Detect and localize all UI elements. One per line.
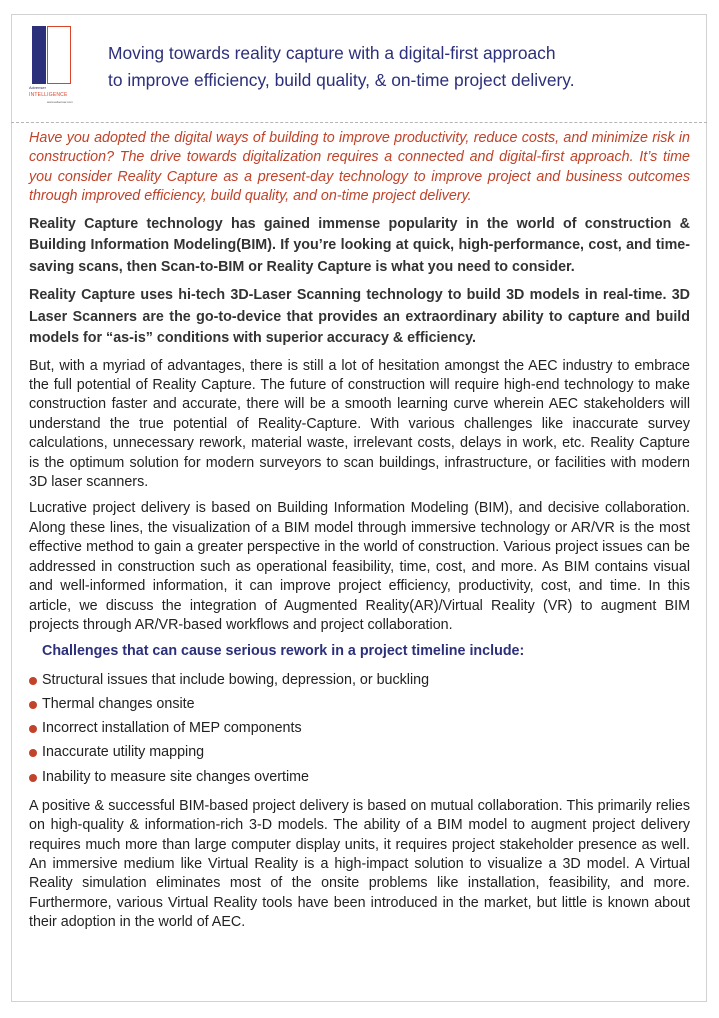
article-body: [29, 129, 690, 940]
logo-url: www.advenser.com: [47, 100, 73, 104]
bullet-dot-icon: [29, 701, 37, 709]
company-logo: [27, 22, 85, 108]
list-item: [29, 765, 690, 789]
list-item: [29, 668, 690, 692]
page-title: [108, 40, 688, 94]
bullet-dot-icon: [29, 725, 37, 733]
list-item-text: Thermal changes onsite: [42, 695, 195, 712]
bold-paragraph: Reality Capture technology has gained immense popularity in the world of construction & Building Information Modeling(BIM). If you’re looking at quick, high-performance, cost, and time-saving scans, then Scan-to-BIM or Reality Capture is what you need to consider.: [29, 215, 690, 275]
body-paragraph: But, with a myriad of advantages, there is still a lot of hesitation amongst the AEC industry to embrace the full potential of Reality Capture. The future of construction will require high-end technology to make construction faster and accurate, there will be a smooth learning curve wherein AEC stakeholders will understand the true potential of Reality-Capture. With various challenges like inaccurate survey calculations, unnecessary rework, material waste, irrelevant costs, delays in work, etc. Reality Capture is the optimum solution for modern surveyors to scan buildings, infrastructure, or facilities with modern 3D laser scanners.: [29, 357, 690, 491]
list-item-text: Incorrect installation of MEP components: [42, 720, 302, 737]
logo-subtitle: Advenser: [29, 85, 46, 90]
challenges-list: [29, 668, 690, 789]
title-line-1: Moving towards reality capture with a digital-first approach: [108, 43, 556, 63]
list-item: [29, 740, 690, 764]
logo-name: INTELLIGENCE: [29, 92, 68, 98]
list-item: [29, 692, 690, 716]
title-line-2: to improve efficiency, build quality, & on-time project delivery.: [108, 70, 575, 90]
list-item-text: Structural issues that include bowing, depression, or buckling: [42, 671, 430, 688]
list-item: [29, 716, 690, 740]
header-divider: [11, 122, 707, 123]
intro-paragraph: Have you adopted the digital ways of building to improve productivity, reduce costs, and minimize risk in construction? The drive towards digitalization requires a connected and digital-first approach. It’s time you consider Reality Capture as a present-day technology to improve project and business outcomes through improved efficiency, build quality, and on-time project delivery.: [29, 130, 690, 205]
closing-paragraph: A positive & successful BIM-based project delivery is based on mutual collaboration. This primarily relies on high-quality & information-rich 3-D models. The ability of a BIM model to augment project delivery requires much more than large computer display units, it requires project stakeholder presence as well. An immersive medium like Virtual Reality is a high-impact solution to visualize a 3D model. A Virtual Reality simulation eliminates most of the onsite problems like installation, feasibility, and more. Furthermore, various Virtual Reality tools have been introduced in the market, but little is known about their adoption in the world of AEC.: [29, 797, 690, 931]
bullet-dot-icon: [29, 677, 37, 685]
bold-paragraph: Reality Capture uses hi-tech 3D-Laser Scanning technology to build 3D models in real-time. 3D Laser Scanners are the go-to-device that provides an extraordinary ability to capture and build models for “as-is” conditions with superior accuracy & efficiency.: [29, 287, 690, 347]
bullet-dot-icon: [29, 774, 37, 782]
logo-mark-bar: [32, 26, 46, 84]
logo-mark-box: [47, 26, 71, 84]
list-item-text: Inaccurate utility mapping: [42, 744, 205, 761]
challenges-heading: Challenges that can cause serious rework in a project timeline include:: [42, 643, 525, 660]
bullet-dot-icon: [29, 749, 37, 757]
body-paragraph: Lucrative project delivery is based on Building Information Modeling (BIM), and decisive collaboration. Along these lines, the visualization of a BIM model through immersive technology or AR/VR is the most effective method to gain a greater perspective in the world of construction. Various project issues can be addressed in construction such as operational feasibility, time, cost, and more. As BIM contains visual and well-informed information, it can improve project efficiency, productivity, cost, and time. In this article, we discuss the integration of Augmented Reality(AR)/Virtual Reality (VR) to augment BIM projects through AR/VR-based workflows and project collaboration.: [29, 500, 690, 633]
list-item-text: Inability to measure site changes overtime: [42, 768, 310, 785]
